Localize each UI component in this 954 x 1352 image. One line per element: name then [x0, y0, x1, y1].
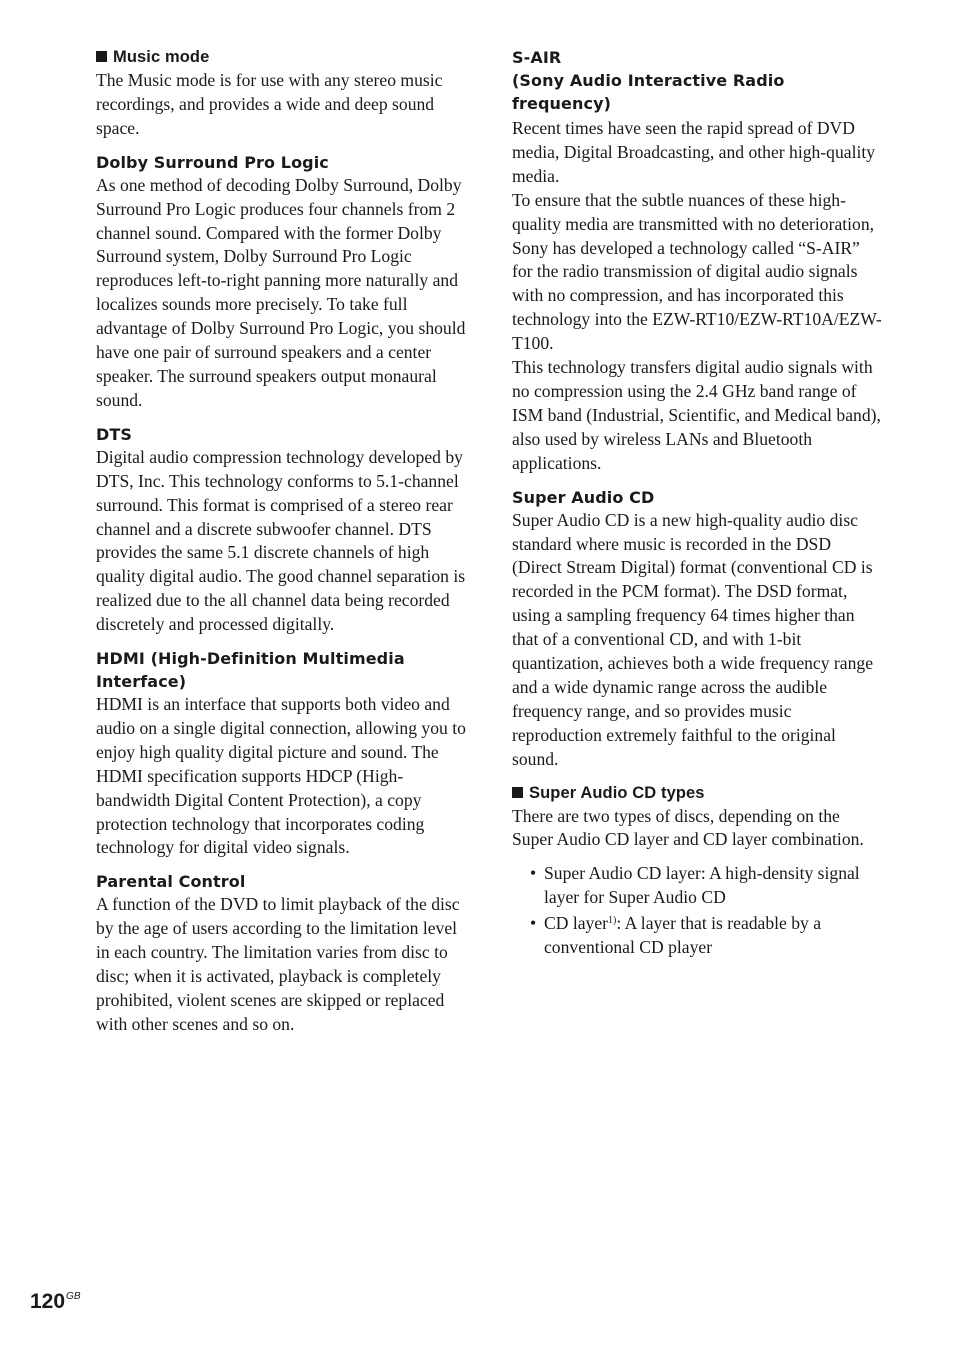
dts-heading: DTS [96, 424, 133, 444]
list-item [512, 862, 884, 910]
sacd-types-heading [512, 782, 884, 805]
bullet-text: Super Audio CD layer: A high-density signal layer for Super Audio CD [544, 863, 860, 908]
bullet-text-post: : A layer that is readable by a conventional CD player [544, 913, 822, 958]
section-music-mode [96, 46, 468, 141]
sacd-types-heading-text: Super Audio CD types [529, 783, 705, 802]
page-number-value: 120 [30, 1290, 66, 1313]
bullet-text-pre: CD layer [544, 913, 609, 934]
music-mode-heading [96, 46, 468, 69]
parental-heading: Parental Control [96, 872, 246, 892]
section-super-audio-cd [512, 486, 884, 772]
square-bullet-icon [96, 51, 107, 62]
hdmi-body: HDMI is an interface that supports both video and audio on a single digital connection, allowing you to enjoy high quality digital picture and sound. The HDMI specification supports HDCP (High-bandwidth Digital Content Protection), a copy protection technology that incorporates coding technology for digital video signals. [96, 694, 466, 858]
music-mode-body: The Music mode is for use with any stereo music recordings, and provides a wide and deep sound space. [96, 70, 443, 138]
section-parental-control [96, 870, 468, 1036]
page-number [30, 1284, 81, 1315]
sacd-types-list [512, 862, 884, 960]
s-air-body-1: Recent times have seen the rapid spread of DVD media, Digital Broadcasting, and other high-quality media. [512, 118, 876, 186]
sacd-body: Super Audio CD is a new high-quality audio disc standard where music is recorded in the DSD (Direct Stream Digital) format (conventional CD is recorded in the PCM format). The DSD format, using a sampling frequency 64 times higher than that of a conventional CD, and with 1-bit quantization, achieves both a wide frequency range and a wide dynamic range across the audible frequency range, and so provides music reproduction extremely faithful to the original sound. [512, 509, 874, 769]
list-item [512, 912, 884, 960]
right-column [512, 44, 884, 962]
bullet-dot-icon: • [530, 913, 537, 934]
sacd-types-body: There are two types of discs, depending on the Super Audio CD layer and CD layer combination. [512, 805, 864, 850]
section-s-air [512, 46, 884, 476]
bullet-dot-icon: • [530, 863, 537, 884]
dts-body: Digital audio compression technology developed by DTS, Inc. This technology conforms to 5.1-channel surround. This format is comprised of a stereo rear channel and a discrete subwoofer channel. DTS provides the same 5.1 discrete channels of high quality digital audio. The good channel separation is realized due to the all channel data being recorded discretely and processed digitally. [96, 446, 466, 635]
music-mode-heading-text: Music mode [113, 48, 210, 66]
s-air-body-3: This technology transfers digital audio signals with no compression using the 2.4 GHz band range of ISM band (Industrial, Scientific, and Medical band), also used by wireless LANs and Bluetooth applications. [512, 357, 881, 473]
section-dolby [96, 151, 468, 413]
parental-body: A function of the DVD to limit playback of the disc by the age of users according to the limitation level in each country. The limitation varies from disc to disc; when it is activated, playback is completely prohibited, violent scenes are skipped or replaced with other scenes and so on. [96, 894, 460, 1034]
page-number-suffix: GB [66, 1291, 81, 1302]
section-dts [96, 423, 468, 637]
s-air-heading: S-AIR (Sony Audio Interactive Radio frequency) [512, 48, 785, 113]
s-air-body-2: To ensure that the subtle nuances of these high-quality media are transmitted with no deterioration, Sony has developed a technology called “S-AIR” for the radio transmission of digital audio signals with no compression, and has incorporated this technology into the EZW-RT10/EZW-RT10A/EZW-T100. [512, 189, 882, 354]
footnote-marker: 1) [608, 915, 617, 927]
section-sacd-types [512, 782, 884, 960]
square-bullet-icon [512, 787, 523, 798]
sacd-heading: Super Audio CD [512, 487, 655, 507]
hdmi-heading: HDMI (High-Definition Multimedia Interface) [96, 649, 405, 692]
dolby-body: As one method of decoding Dolby Surround, Dolby Surround Pro Logic produces four channels from 2 channel sound. Compared with the former Dolby Surround system, Dolby Surround Pro Logic reproduces left-to-right panning more naturally and localizes sounds more precisely. To take full advantage of Dolby Surround Pro Logic, you should have one pair of surround speakers and a center speaker. The surround speakers output monaural sound. [96, 174, 466, 410]
dolby-heading: Dolby Surround Pro Logic [96, 152, 329, 172]
section-hdmi [96, 647, 468, 860]
left-column [96, 44, 468, 1037]
